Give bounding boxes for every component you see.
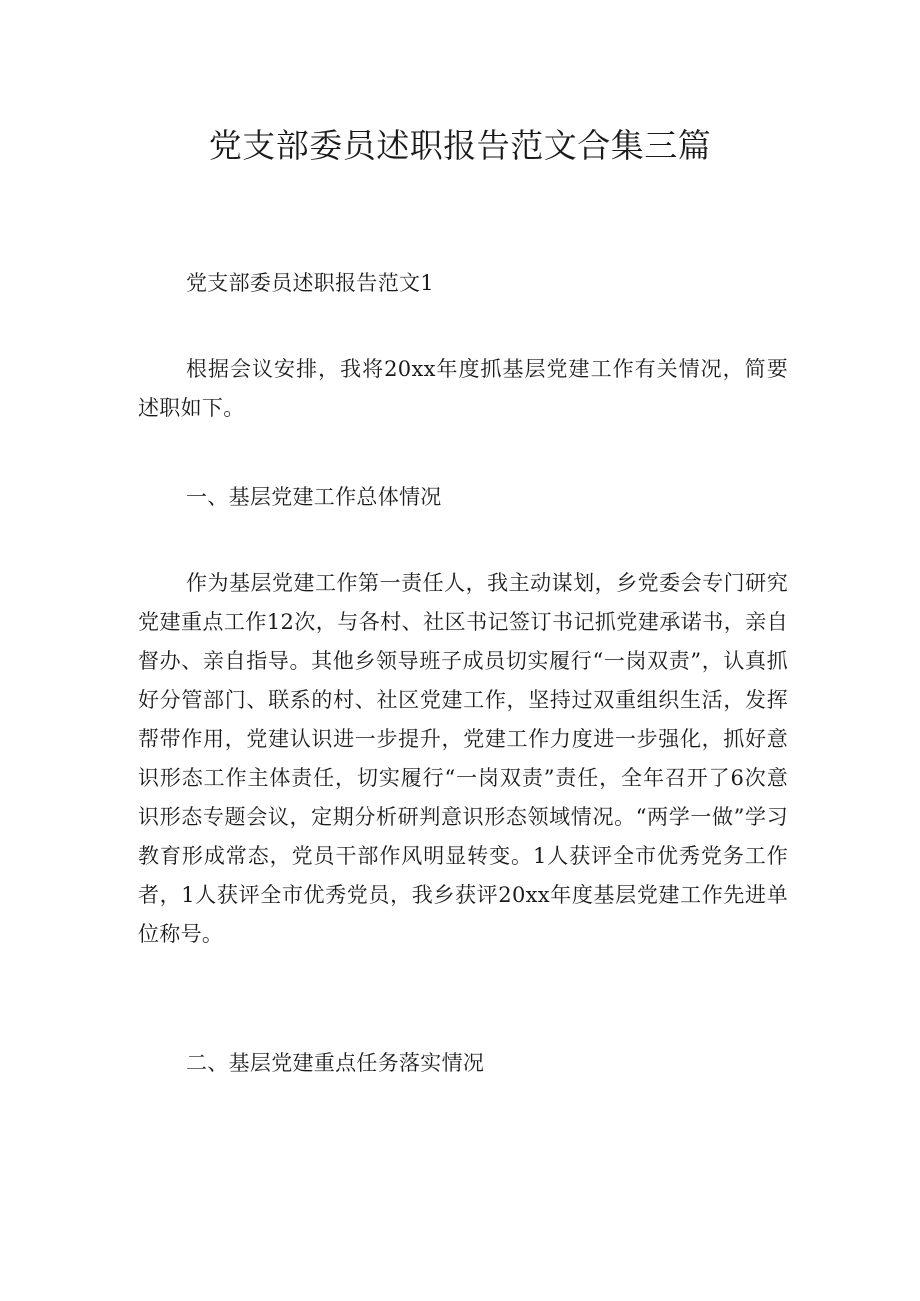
report-subtitle: 党支部委员述职报告范文1 xyxy=(186,271,434,295)
section-heading-1: 一、基层党建工作总体情况 xyxy=(186,485,442,509)
document-title: 党支部委员述职报告范文合集三篇 xyxy=(208,126,712,165)
body-paragraph: 作为基层党建工作第一责任人，我主动谋划，乡党委会专门研究党建重点工作12次，与各村、社区书记签订书记抓党建承诺书，亲自督办、亲自指导。其他乡领导班子成员切实履行“一岗双责”，认真抓好分管部门、联系的村、社区党建工作，坚持过双重组织生活，发挥帮带作用，党建认识进一步提升，党建工作力度进一步强化，抓好意识形态工作主体责任，切实履行“一岗双责”责任，全年召开了6次意识形态专题会议，定期分析研判意识形态领域情况。“两学一做”学习教育形成常态，党员干部作风明显转变。1人获评全市优秀党务工作者，1人获评全市优秀党员，我乡获评20xx年度基层党建工作先进单位称号。 xyxy=(138,571,788,946)
intro-paragraph: 根据会议安排，我将20xx年度抓基层党建工作有关情况，简要述职如下。 xyxy=(138,357,788,420)
section-heading-2: 二、基层党建重点任务落实情况 xyxy=(186,1051,485,1075)
